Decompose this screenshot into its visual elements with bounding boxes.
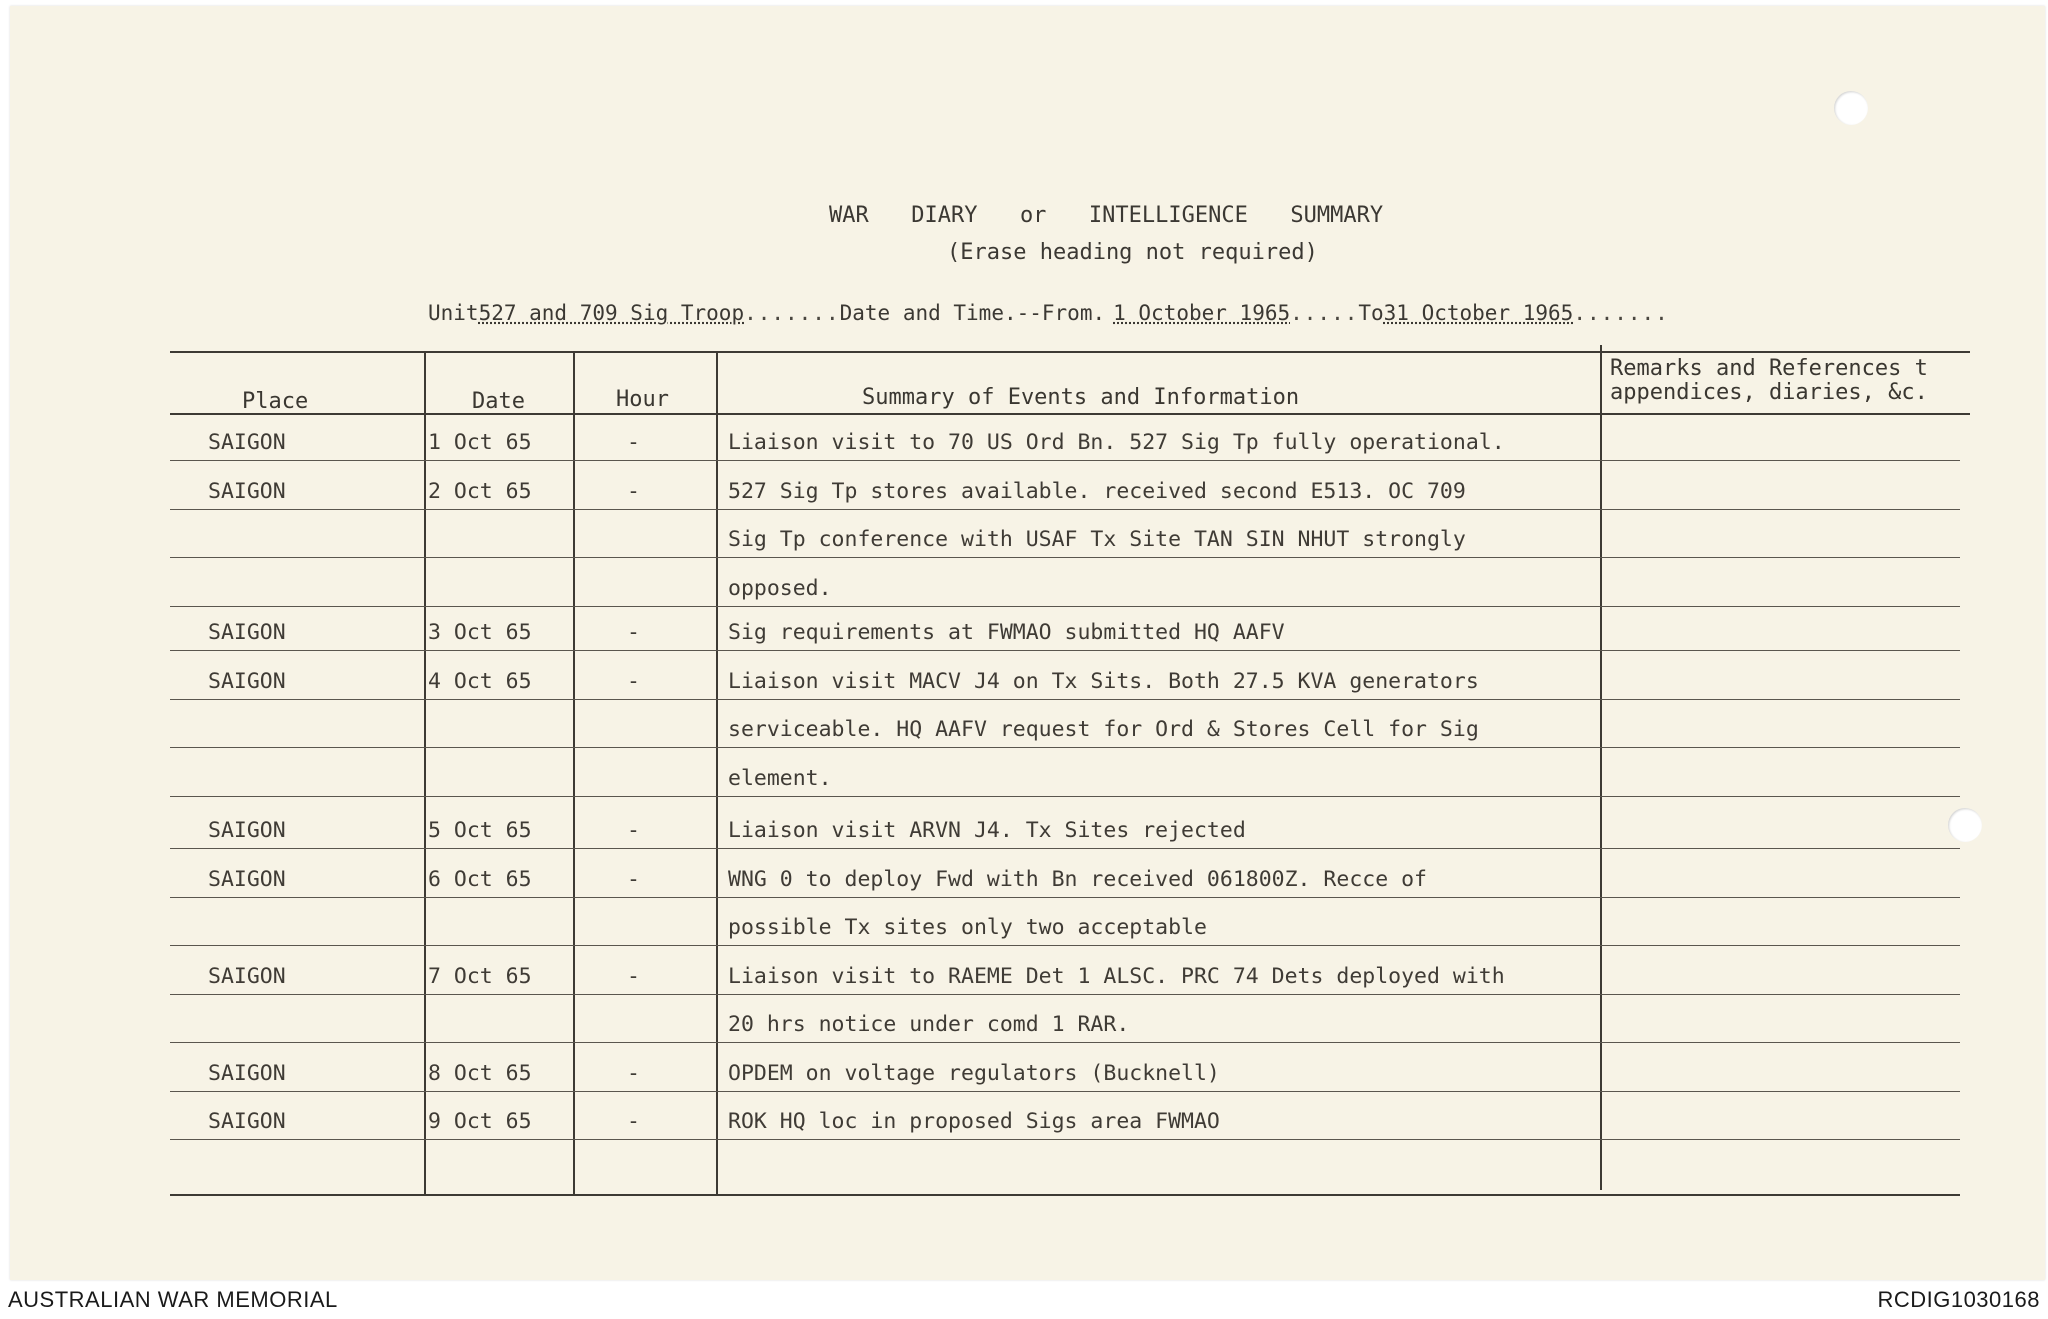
archive-reference: RCDIG1030168 — [1877, 1287, 2040, 1312]
punch-hole-top — [1834, 91, 1868, 125]
entry-hour: - — [627, 430, 640, 455]
entry-place: SAIGON — [208, 1060, 286, 1086]
entry-summary-line: opposed. — [728, 575, 832, 601]
ruled-line — [170, 557, 1960, 558]
entry-hour: - — [627, 620, 640, 645]
punch-hole-bottom — [1948, 808, 1982, 842]
ruled-line — [170, 650, 1960, 651]
entry-summary-line: Liaison visit MACV J4 on Tx Sits. Both 27.5 KVA generators — [728, 668, 1479, 694]
entry-place: SAIGON — [208, 1109, 286, 1134]
entry-place: SAIGON — [208, 818, 286, 843]
entry-date: 3 Oct 65 — [428, 620, 532, 645]
to-label: To — [1358, 301, 1384, 325]
entry-summary-line: Sig requirements at FWMAO submitted HQ AAFV — [728, 620, 1285, 645]
ruled-line — [170, 699, 1960, 700]
to-date: 31 October 1965 — [1383, 301, 1574, 325]
entry-date: 5 Oct 65 — [428, 818, 532, 843]
unit-value: 527 and 709 Sig Troop — [478, 301, 745, 325]
header-rule — [170, 413, 1970, 415]
entry-date: 7 Oct 65 — [428, 963, 532, 989]
col-header-date: Date — [472, 389, 525, 414]
col-divider — [716, 351, 718, 1196]
entry-place: SAIGON — [208, 430, 286, 455]
entry-summary-line: ROK HQ loc in proposed Sigs area FWMAO — [728, 1109, 1220, 1134]
ruled-line — [170, 747, 1960, 748]
from-date: 1 October 1965 — [1113, 301, 1291, 325]
ruled-line — [170, 897, 1960, 898]
entry-summary-line: Sig Tp conference with USAF Tx Site TAN SIN NHUT strongly — [728, 527, 1466, 552]
leader-dots: ..... — [1290, 301, 1359, 325]
col-header-remarks-2: appendices, diaries, &c. — [1610, 380, 1928, 405]
entry-hour: - — [627, 818, 640, 843]
unit-line — [428, 301, 1669, 325]
entry-date: 8 Oct 65 — [428, 1060, 532, 1086]
entry-summary-line: Liaison visit to RAEME Det 1 ALSC. PRC 74 Dets deployed with — [728, 963, 1505, 989]
page-subtitle: (Erase heading not required) — [947, 240, 1318, 265]
entry-date: 9 Oct 65 — [428, 1109, 532, 1134]
entry-date: 6 Oct 65 — [428, 866, 532, 892]
entry-summary-line: 527 Sig Tp stores available. received second E513. OC 709 — [728, 478, 1466, 504]
entry-hour: - — [627, 1109, 640, 1134]
ruled-line — [170, 1091, 1960, 1092]
ruled-line — [170, 848, 1960, 849]
ruled-line — [170, 1042, 1960, 1043]
entry-hour: - — [627, 1060, 640, 1086]
ruled-line — [170, 1139, 1960, 1140]
leader-dots: ....... — [744, 301, 840, 325]
leader-dots: ....... — [1573, 301, 1669, 325]
col-header-hour: Hour — [616, 387, 669, 412]
entry-place: SAIGON — [208, 963, 286, 989]
entry-summary-line: Liaison visit to 70 US Ord Bn. 527 Sig Tp fully operational. — [728, 430, 1505, 455]
ruled-line — [170, 994, 1960, 995]
date-time-label: Date and Time.--From. — [839, 301, 1106, 325]
ruled-line — [170, 796, 1960, 797]
ruled-line — [170, 460, 1960, 461]
entry-place: SAIGON — [208, 478, 286, 504]
col-header-place: Place — [242, 389, 309, 414]
entry-summary-line: possible Tx sites only two acceptable — [728, 915, 1207, 940]
entry-hour: - — [627, 668, 640, 694]
entry-hour: - — [627, 963, 640, 989]
entry-place: SAIGON — [208, 866, 286, 892]
entry-summary-line: element. — [728, 765, 832, 791]
col-header-summary: Summary of Events and Information — [862, 385, 1300, 410]
entry-summary-line: OPDEM on voltage regulators (Bucknell) — [728, 1060, 1220, 1086]
col-divider — [573, 351, 575, 1196]
entry-date: 4 Oct 65 — [428, 668, 532, 694]
archive-credit: AUSTRALIAN WAR MEMORIAL — [8, 1287, 338, 1312]
entry-place: SAIGON — [208, 620, 286, 645]
entry-hour: - — [627, 478, 640, 504]
entry-summary-line: serviceable. HQ AAFV request for Ord & Stores Cell for Sig — [728, 717, 1479, 742]
table-bottom-rule — [170, 1194, 1960, 1196]
col-header-remarks-1: Remarks and References t — [1610, 356, 1928, 381]
page-title: WAR DIARY or INTELLIGENCE SUMMARY — [829, 203, 1384, 228]
entry-summary-line: Liaison visit ARVN J4. Tx Sites rejected — [728, 818, 1246, 843]
unit-label: Unit — [428, 301, 479, 325]
entry-hour: - — [627, 866, 640, 892]
col-divider — [424, 351, 426, 1196]
col-divider — [1600, 345, 1602, 1190]
table-top-rule — [170, 351, 1970, 353]
entry-summary-line: 20 hrs notice under comd 1 RAR. — [728, 1012, 1130, 1037]
ruled-line — [170, 606, 1960, 607]
entry-date: 1 Oct 65 — [428, 430, 532, 455]
ruled-line — [170, 509, 1960, 510]
ruled-line — [170, 945, 1960, 946]
entry-place: SAIGON — [208, 668, 286, 694]
entry-date: 2 Oct 65 — [428, 478, 532, 504]
entry-summary-line: WNG 0 to deploy Fwd with Bn received 061800Z. Recce of — [728, 866, 1427, 892]
